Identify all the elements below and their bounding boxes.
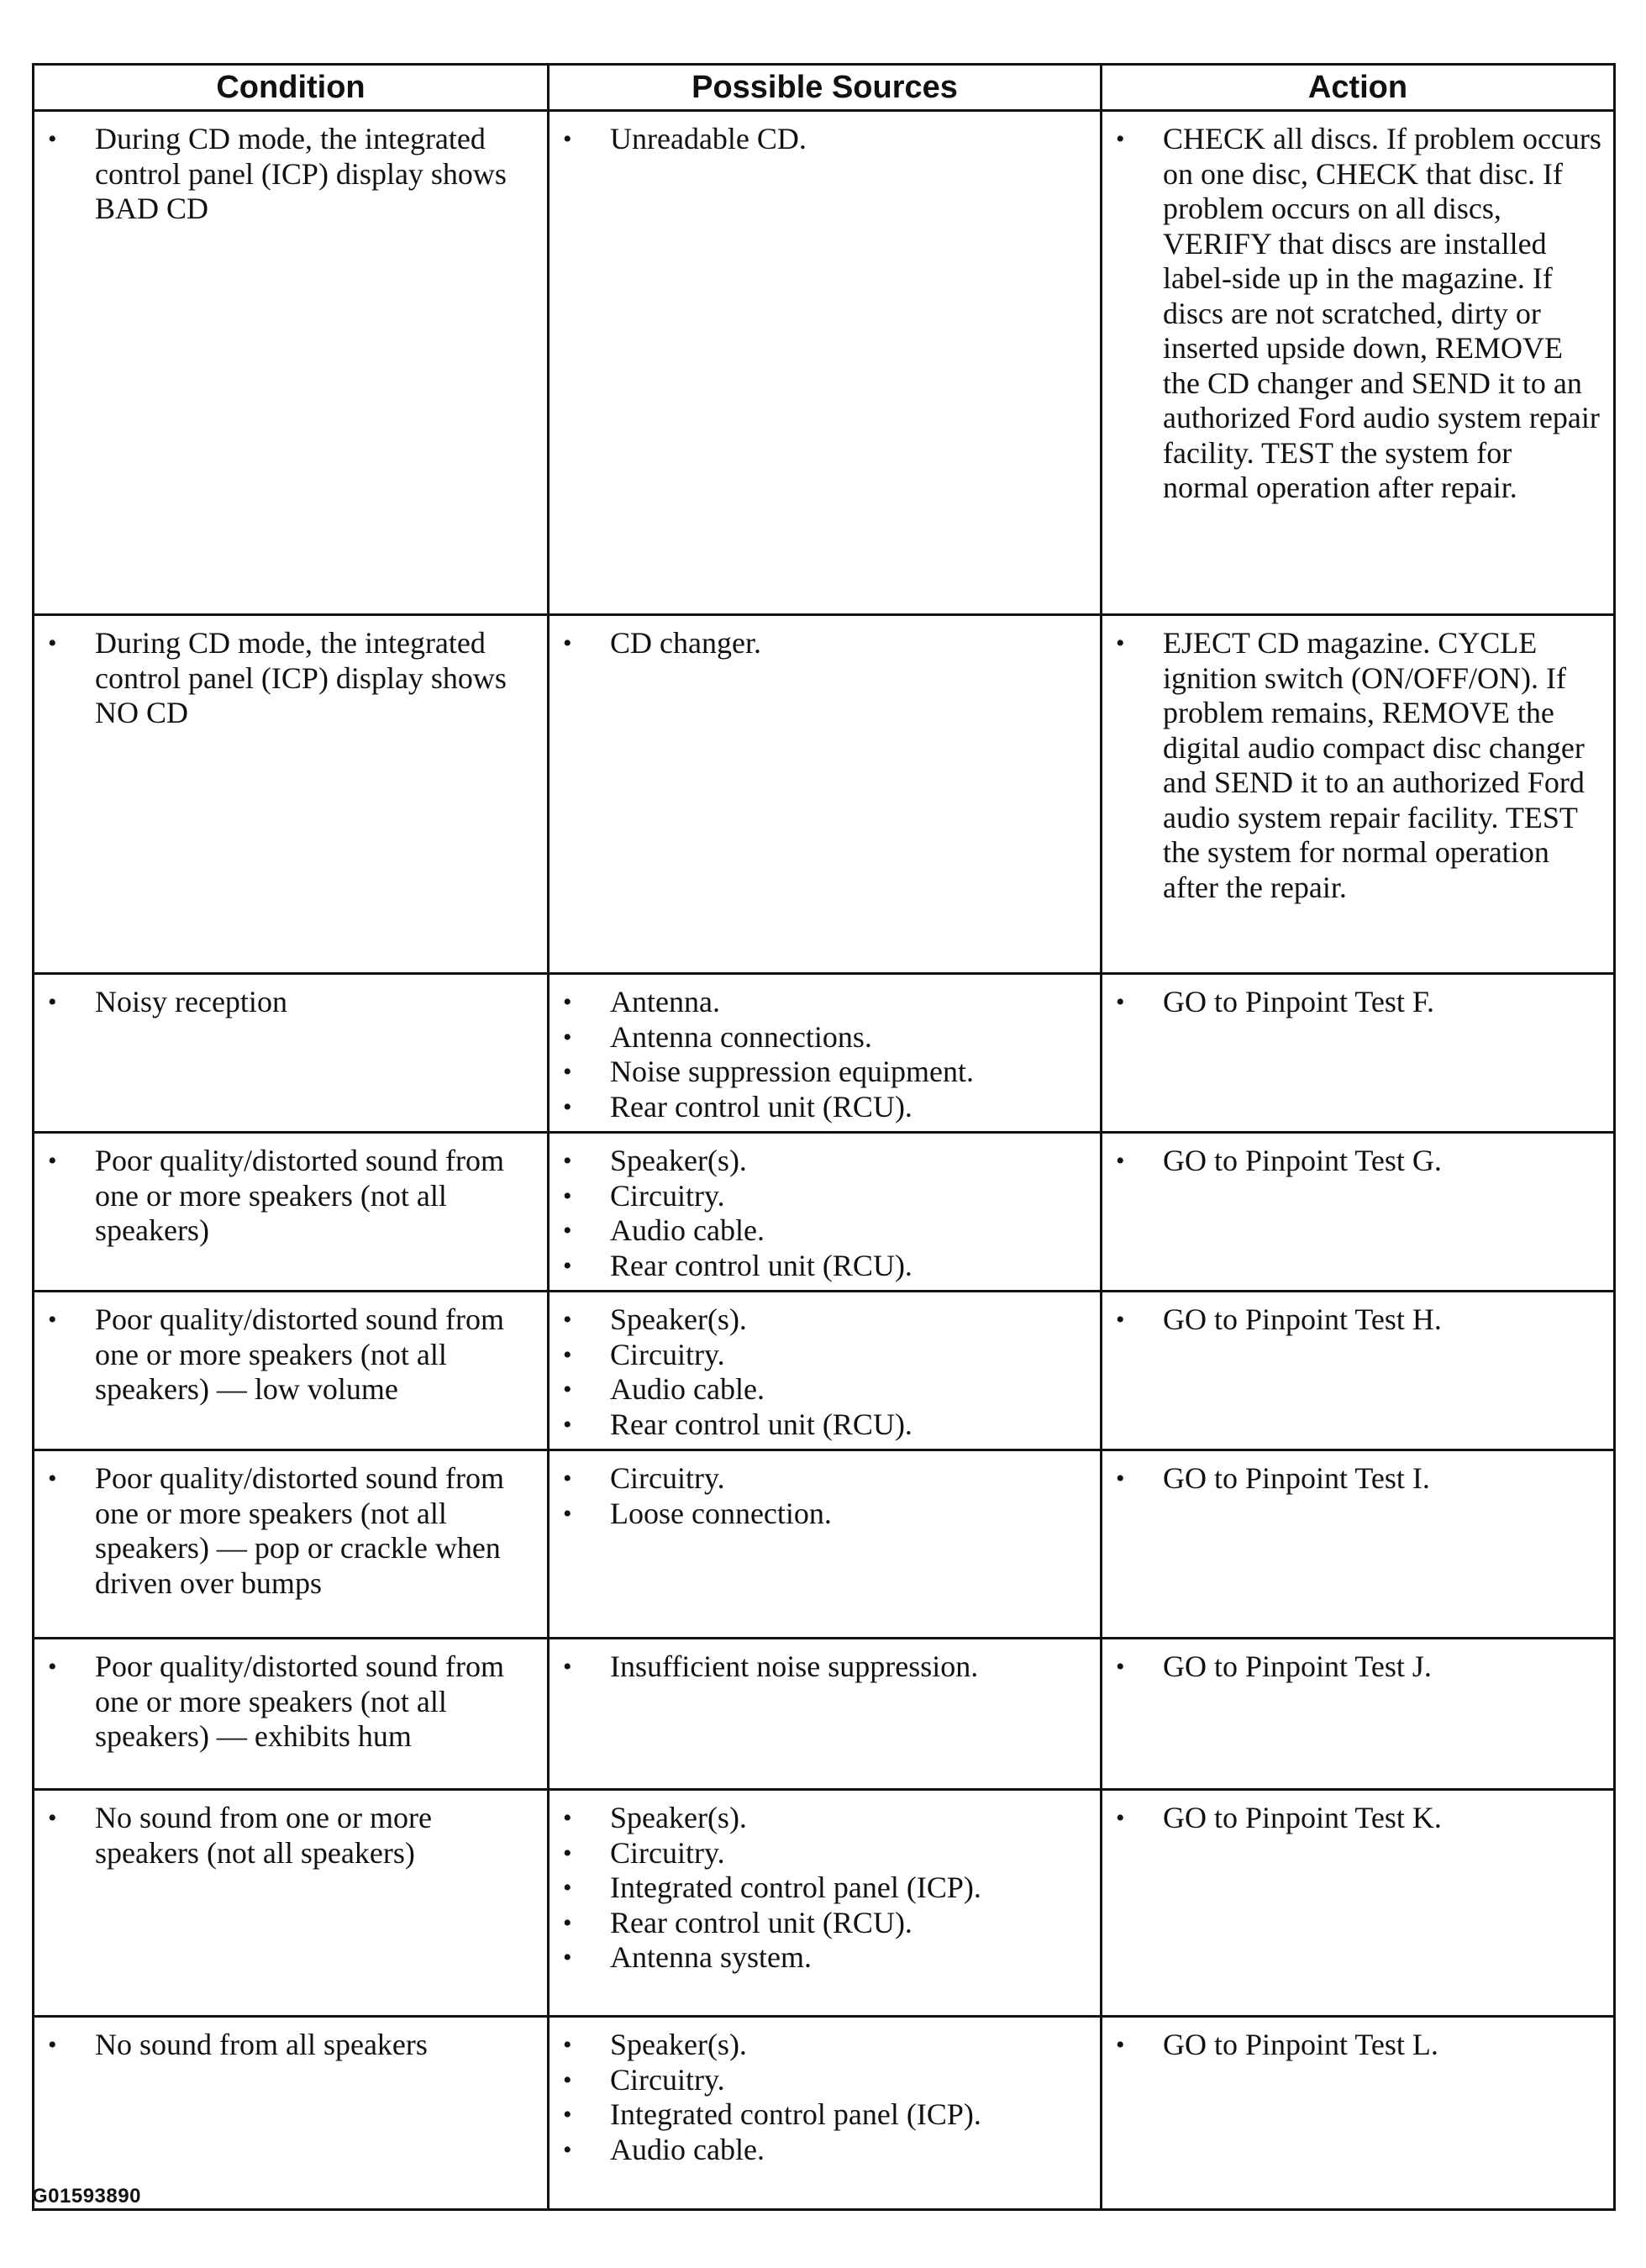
action-list bbox=[1112, 1461, 1601, 1497]
cell-action bbox=[1102, 2017, 1615, 2210]
sources-text: Rear control unit (RCU). bbox=[610, 1905, 912, 1939]
list-item bbox=[560, 1179, 1088, 1214]
cell-sources bbox=[549, 1450, 1102, 1639]
action-text: CHECK all discs. If problem occurs on one disc, CHECK that disc. If problem occurs on all discs, VERIFY that discs are installed label-side up in the magazine. If discs are not scratched, dirty or inserted upside down, REMOVE the CD changer and SEND it to an authorized Ford audio system repair facility. TEST the system for normal operation after repair. bbox=[1163, 122, 1601, 504]
cell-action bbox=[1102, 615, 1615, 974]
sources-list bbox=[560, 1302, 1088, 1442]
bullet-icon: • bbox=[48, 1804, 57, 1832]
bullet-icon: • bbox=[1116, 2031, 1125, 2059]
list-item bbox=[560, 1497, 1088, 1532]
sources-list bbox=[560, 1144, 1088, 1283]
table-row bbox=[34, 2017, 1615, 2210]
sources-text: Speaker(s). bbox=[610, 1144, 747, 1177]
condition-text: Poor quality/distorted sound from one or more speakers (not all speakers) — low volume bbox=[95, 1302, 504, 1406]
bullet-icon: • bbox=[48, 1653, 57, 1681]
bullet-icon: • bbox=[563, 1306, 572, 1334]
bullet-icon: • bbox=[563, 1410, 572, 1439]
condition-text: Poor quality/distorted sound from one or more speakers (not all speakers) — pop or crackle when driven over bumps bbox=[95, 1461, 504, 1600]
action-text: GO to Pinpoint Test K. bbox=[1163, 1801, 1442, 1834]
list-item bbox=[560, 1213, 1088, 1249]
cell-action bbox=[1102, 974, 1615, 1133]
bullet-icon: • bbox=[1116, 1653, 1125, 1681]
action-text: GO to Pinpoint Test I. bbox=[1163, 1461, 1430, 1495]
sources-text: Rear control unit (RCU). bbox=[610, 1089, 912, 1123]
bullet-icon: • bbox=[563, 1465, 572, 1492]
bullet-icon: • bbox=[48, 629, 57, 657]
cell-condition bbox=[34, 1639, 549, 1790]
list-item bbox=[560, 1906, 1088, 1941]
bullet-icon: • bbox=[563, 988, 572, 1016]
list-item bbox=[560, 626, 1088, 661]
list-item bbox=[560, 1940, 1088, 1976]
list-item bbox=[560, 1836, 1088, 1871]
action-list bbox=[1112, 1801, 1601, 1836]
condition-list bbox=[45, 1302, 535, 1408]
action-list bbox=[1112, 1144, 1601, 1179]
bullet-icon: • bbox=[563, 1944, 572, 1971]
list-item bbox=[1112, 1461, 1601, 1497]
sources-list bbox=[560, 2028, 1088, 2167]
table-header-row bbox=[34, 65, 1615, 111]
list-item bbox=[1112, 2028, 1601, 2063]
sources-text: Speaker(s). bbox=[610, 2028, 747, 2061]
list-item bbox=[560, 2097, 1088, 2133]
list-item bbox=[1112, 1302, 1601, 1338]
sources-list bbox=[560, 122, 1088, 157]
table-body bbox=[34, 111, 1615, 2210]
list-item bbox=[560, 2028, 1088, 2063]
bullet-icon: • bbox=[1116, 1804, 1125, 1832]
sources-text: CD changer. bbox=[610, 626, 761, 660]
sources-text: Antenna. bbox=[610, 985, 720, 1018]
sources-text: Integrated control panel (ICP). bbox=[610, 2097, 981, 2131]
list-item bbox=[560, 1408, 1088, 1443]
condition-text: No sound from all speakers bbox=[95, 2028, 428, 2061]
cell-action bbox=[1102, 1133, 1615, 1292]
action-list bbox=[1112, 1650, 1601, 1685]
sources-list bbox=[560, 1461, 1088, 1531]
sources-text: Circuitry. bbox=[610, 2062, 725, 2097]
cell-sources bbox=[549, 111, 1102, 615]
list-item bbox=[1112, 1801, 1601, 1836]
bullet-icon: • bbox=[563, 1058, 572, 1086]
list-item bbox=[560, 1055, 1088, 1090]
bullet-icon: • bbox=[563, 1839, 572, 1867]
bullet-icon: • bbox=[48, 125, 57, 153]
action-text: GO to Pinpoint Test L. bbox=[1163, 2028, 1438, 2061]
list-item bbox=[560, 1020, 1088, 1055]
table-row bbox=[34, 974, 1615, 1133]
bullet-icon: • bbox=[563, 1023, 572, 1051]
column-header-possible-sources: Possible Sources bbox=[549, 65, 1102, 111]
sources-text: Noise suppression equipment. bbox=[610, 1055, 974, 1088]
action-text: GO to Pinpoint Test J. bbox=[1163, 1650, 1432, 1683]
list-item bbox=[1112, 122, 1601, 506]
cell-condition bbox=[34, 1450, 549, 1639]
sources-text: Antenna connections. bbox=[610, 1019, 872, 1054]
list-item bbox=[560, 1461, 1088, 1497]
list-item bbox=[560, 985, 1088, 1020]
bullet-icon: • bbox=[563, 1092, 572, 1121]
action-list bbox=[1112, 985, 1601, 1020]
cell-sources bbox=[549, 1790, 1102, 2017]
bullet-icon: • bbox=[1116, 1465, 1125, 1492]
list-item bbox=[560, 1650, 1088, 1685]
sources-text: Rear control unit (RCU). bbox=[610, 1407, 912, 1441]
list-item bbox=[1112, 985, 1601, 1020]
sources-text: Audio cable. bbox=[610, 2132, 765, 2166]
bullet-icon: • bbox=[563, 1653, 572, 1681]
sources-text: Unreadable CD. bbox=[610, 122, 807, 155]
condition-text: Poor quality/distorted sound from one or more speakers (not all speakers) — exhibits hum bbox=[95, 1650, 504, 1753]
bullet-icon: • bbox=[1116, 1147, 1125, 1175]
bullet-icon: • bbox=[48, 1306, 57, 1334]
sources-text: Loose connection. bbox=[610, 1496, 832, 1530]
action-text: EJECT CD magazine. CYCLE ignition switch (ON/OFF/ON). If problem remains, REMOVE the digital audio compact disc changer and SEND it to an authorized Ford audio system repair facility. TEST the system for normal operation after the repair. bbox=[1163, 626, 1585, 904]
sources-text: Circuitry. bbox=[610, 1178, 725, 1213]
bullet-icon: • bbox=[1116, 629, 1125, 657]
bullet-icon: • bbox=[563, 2065, 572, 2094]
sources-text: Speaker(s). bbox=[610, 1801, 747, 1834]
sources-list bbox=[560, 626, 1088, 661]
bullet-icon: • bbox=[48, 988, 57, 1016]
cell-action bbox=[1102, 1639, 1615, 1790]
condition-list bbox=[45, 1144, 535, 1249]
column-header-action: Action bbox=[1102, 65, 1615, 111]
table-row bbox=[34, 1790, 1615, 2017]
list-item bbox=[45, 1650, 535, 1755]
action-text: GO to Pinpoint Test H. bbox=[1163, 1302, 1442, 1336]
list-item bbox=[560, 122, 1088, 157]
list-item bbox=[45, 2028, 535, 2063]
table-row bbox=[34, 1292, 1615, 1450]
sources-text: Integrated control panel (ICP). bbox=[610, 1871, 981, 1904]
list-item bbox=[560, 1871, 1088, 1906]
bullet-icon: • bbox=[563, 2031, 572, 2059]
bullet-icon: • bbox=[563, 1181, 572, 1210]
action-text: GO to Pinpoint Test G. bbox=[1163, 1144, 1442, 1177]
list-item bbox=[560, 1249, 1088, 1284]
bullet-icon: • bbox=[1116, 988, 1125, 1016]
cell-sources bbox=[549, 2017, 1102, 2210]
cell-condition bbox=[34, 974, 549, 1133]
cell-sources bbox=[549, 615, 1102, 974]
column-header-condition: Condition bbox=[34, 65, 549, 111]
cell-action bbox=[1102, 1292, 1615, 1450]
cell-condition bbox=[34, 2017, 549, 2210]
list-item bbox=[560, 1302, 1088, 1338]
figure-code: G01593890 bbox=[32, 2185, 141, 2207]
cell-sources bbox=[549, 1292, 1102, 1450]
bullet-icon: • bbox=[1116, 1306, 1125, 1334]
cell-condition bbox=[34, 1133, 549, 1292]
bullet-icon: • bbox=[563, 629, 572, 657]
bullet-icon: • bbox=[563, 1147, 572, 1175]
cell-condition bbox=[34, 1292, 549, 1450]
condition-list bbox=[45, 985, 535, 1020]
condition-list bbox=[45, 626, 535, 731]
list-item bbox=[45, 1801, 535, 1871]
list-item bbox=[1112, 1144, 1601, 1179]
bullet-icon: • bbox=[563, 1340, 572, 1369]
sources-text: Audio cable. bbox=[610, 1213, 765, 1247]
bullet-icon: • bbox=[563, 2101, 572, 2129]
table-row bbox=[34, 111, 1615, 615]
sources-list bbox=[560, 1801, 1088, 1976]
cell-action bbox=[1102, 111, 1615, 615]
condition-list bbox=[45, 122, 535, 227]
cell-condition bbox=[34, 111, 549, 615]
sources-text: Circuitry. bbox=[610, 1461, 725, 1495]
table-row bbox=[34, 1639, 1615, 1790]
list-item bbox=[560, 1144, 1088, 1179]
action-list bbox=[1112, 626, 1601, 905]
cell-action bbox=[1102, 1790, 1615, 2017]
bullet-icon: • bbox=[48, 2031, 57, 2059]
list-item bbox=[45, 1302, 535, 1408]
cell-sources bbox=[549, 1133, 1102, 1292]
sources-list bbox=[560, 1650, 1088, 1685]
bullet-icon: • bbox=[563, 1874, 572, 1902]
condition-text: During CD mode, the integrated control panel (ICP) display shows NO CD bbox=[95, 626, 507, 729]
sources-text: Circuitry. bbox=[610, 1835, 725, 1870]
table-row bbox=[34, 615, 1615, 974]
condition-list bbox=[45, 1461, 535, 1601]
list-item bbox=[560, 1801, 1088, 1836]
bullet-icon: • bbox=[563, 1499, 572, 1528]
cell-condition bbox=[34, 1790, 549, 2017]
list-item bbox=[1112, 1650, 1601, 1685]
action-list bbox=[1112, 122, 1601, 506]
bullet-icon: • bbox=[563, 125, 572, 153]
bullet-icon: • bbox=[48, 1465, 57, 1492]
sources-list bbox=[560, 985, 1088, 1124]
list-item bbox=[560, 2063, 1088, 2098]
symptom-chart-table bbox=[32, 63, 1616, 2211]
sources-text: Rear control unit (RCU). bbox=[610, 1248, 912, 1282]
bullet-icon: • bbox=[563, 1804, 572, 1832]
bullet-icon: • bbox=[1116, 125, 1125, 153]
condition-text: No sound from one or more speakers (not all speakers) bbox=[95, 1801, 432, 1870]
bullet-icon: • bbox=[563, 1376, 572, 1403]
list-item bbox=[45, 985, 535, 1020]
cell-sources bbox=[549, 974, 1102, 1133]
list-item bbox=[45, 626, 535, 731]
sources-text: Audio cable. bbox=[610, 1372, 765, 1406]
list-item bbox=[560, 1338, 1088, 1373]
condition-list bbox=[45, 1650, 535, 1755]
condition-text: Poor quality/distorted sound from one or more speakers (not all speakers) bbox=[95, 1144, 504, 1247]
bullet-icon: • bbox=[48, 1147, 57, 1175]
sources-text: Speaker(s). bbox=[610, 1302, 747, 1336]
sources-text: Insufficient noise suppression. bbox=[610, 1650, 979, 1683]
table-row bbox=[34, 1133, 1615, 1292]
condition-list bbox=[45, 1801, 535, 1871]
diagnosis-table-container bbox=[32, 63, 1613, 2211]
bullet-icon: • bbox=[563, 2135, 572, 2164]
list-item bbox=[45, 1144, 535, 1249]
cell-action bbox=[1102, 1450, 1615, 1639]
list-item bbox=[1112, 626, 1601, 905]
action-list bbox=[1112, 1302, 1601, 1338]
cell-sources bbox=[549, 1639, 1102, 1790]
condition-list bbox=[45, 2028, 535, 2063]
sources-text: Circuitry. bbox=[610, 1337, 725, 1371]
table-row bbox=[34, 1450, 1615, 1639]
condition-text: During CD mode, the integrated control panel (ICP) display shows BAD CD bbox=[95, 122, 507, 225]
sources-text: Antenna system. bbox=[610, 1940, 812, 1974]
list-item bbox=[560, 1090, 1088, 1125]
bullet-icon: • bbox=[563, 1908, 572, 1937]
cell-condition bbox=[34, 615, 549, 974]
list-item bbox=[45, 1461, 535, 1601]
action-list bbox=[1112, 2028, 1601, 2063]
action-text: GO to Pinpoint Test F. bbox=[1163, 985, 1434, 1018]
list-item bbox=[560, 2133, 1088, 2168]
list-item bbox=[45, 122, 535, 227]
bullet-icon: • bbox=[563, 1217, 572, 1245]
condition-text: Noisy reception bbox=[95, 985, 287, 1018]
bullet-icon: • bbox=[563, 1251, 572, 1280]
list-item bbox=[560, 1372, 1088, 1408]
